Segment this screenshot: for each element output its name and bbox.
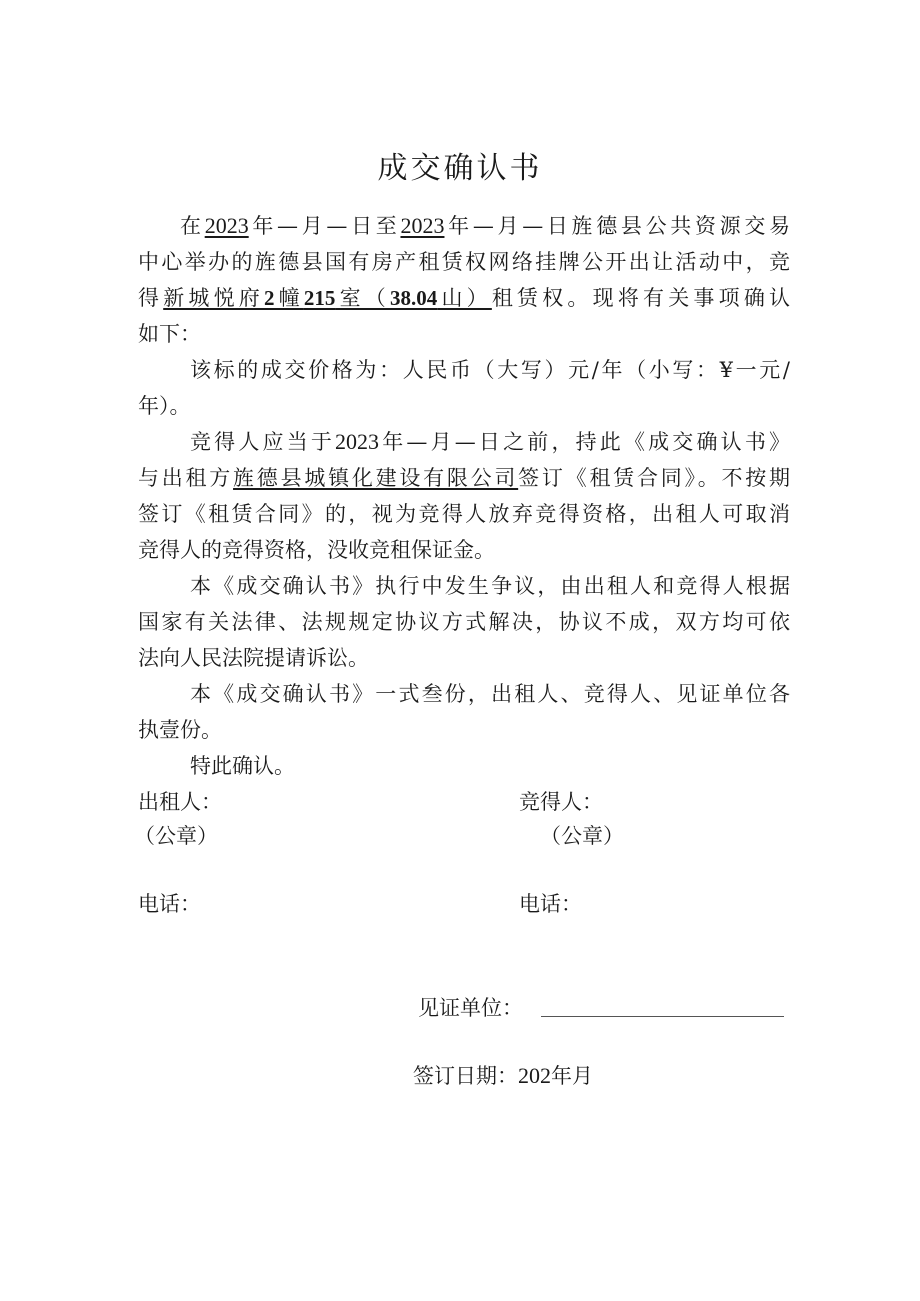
para3-line3: 签订《租赁合同》的，视为竞得人放弃竞得资格，出租人可取消: [138, 502, 790, 526]
deadline-year: 2023: [335, 429, 380, 454]
sign-date: [413, 1058, 593, 1094]
building-number: 2: [264, 286, 275, 310]
para4-line3: 法向人民法院提请诉讼。: [138, 646, 369, 670]
bidder-label: 竞得人：: [519, 790, 603, 814]
lessor-phone: 电话：: [138, 892, 201, 916]
bidder-seal: （公章）: [540, 824, 624, 848]
text: 竞得人应当于: [190, 430, 336, 454]
property-text: 新城悦府: [163, 286, 264, 310]
document-title: 成交确认书: [377, 151, 543, 186]
text: 年—月—日之前，持此《成交确认书》: [379, 430, 791, 454]
para5-line1: 本《成交确认书》一式叁份，出租人、竞得人、见证单位各: [190, 682, 790, 706]
bidder-phone: 电话：: [519, 892, 582, 916]
text: 山）: [437, 286, 492, 310]
witness-label: 见证单位：: [418, 996, 523, 1020]
lessor-company: 旌德县城镇化建设有限公司: [233, 466, 519, 490]
end-year: 2023: [400, 213, 445, 238]
para2-line1: 该标的成交价格为：人民币（大写）元/年（小写：¥一元/: [190, 358, 790, 382]
para3-line2: [138, 460, 790, 496]
text: 年—月—日旌德县公共资源交易: [444, 214, 791, 238]
lessor-seal: （公章）: [134, 824, 218, 848]
sign-date-label: 签订日期：: [413, 1064, 518, 1088]
lessor-label: 出租人：: [138, 790, 222, 814]
para1-line3: [138, 280, 790, 316]
start-year: 2023: [204, 213, 249, 238]
text: 室（: [335, 286, 390, 310]
area-value: 38.04: [390, 286, 438, 310]
text: 租赁权。现将有关事项确认: [491, 286, 791, 310]
para4-line1: 本《成交确认书》执行中发生争议，由出租人和竞得人根据: [190, 574, 790, 598]
text: 年—月—日至: [248, 214, 401, 238]
para1-line4: 如下：: [138, 322, 201, 346]
text: 与出租方: [138, 466, 234, 490]
witness-blank-line: [541, 1016, 784, 1017]
para1-line1: [138, 208, 790, 244]
room-number: 215: [303, 286, 336, 310]
sign-date-rest: 年月: [551, 1064, 593, 1088]
para5-line2: 执壹份。: [138, 718, 222, 742]
para1-line2: 中心举办的旌德县国有房产租赁权网络挂牌公开出让活动中，竞: [138, 250, 790, 274]
para2-line2: 年）。: [138, 394, 191, 418]
para3-line1: [138, 424, 790, 460]
text: 得: [138, 286, 164, 310]
para6-line1: 特此确认。: [190, 754, 295, 778]
text: 签订《租赁合同》。不按期: [518, 466, 791, 490]
para3-line4: 竞得人的竞得资格，没收竞租保证金。: [138, 538, 495, 562]
para4-line2: 国家有关法律、法规规定协议方式解决，协议不成，双方均可依: [138, 610, 790, 634]
property-name: [163, 286, 492, 310]
sign-date-year: 202: [518, 1063, 551, 1088]
text: 幢: [274, 286, 304, 310]
text: 在: [180, 214, 205, 238]
